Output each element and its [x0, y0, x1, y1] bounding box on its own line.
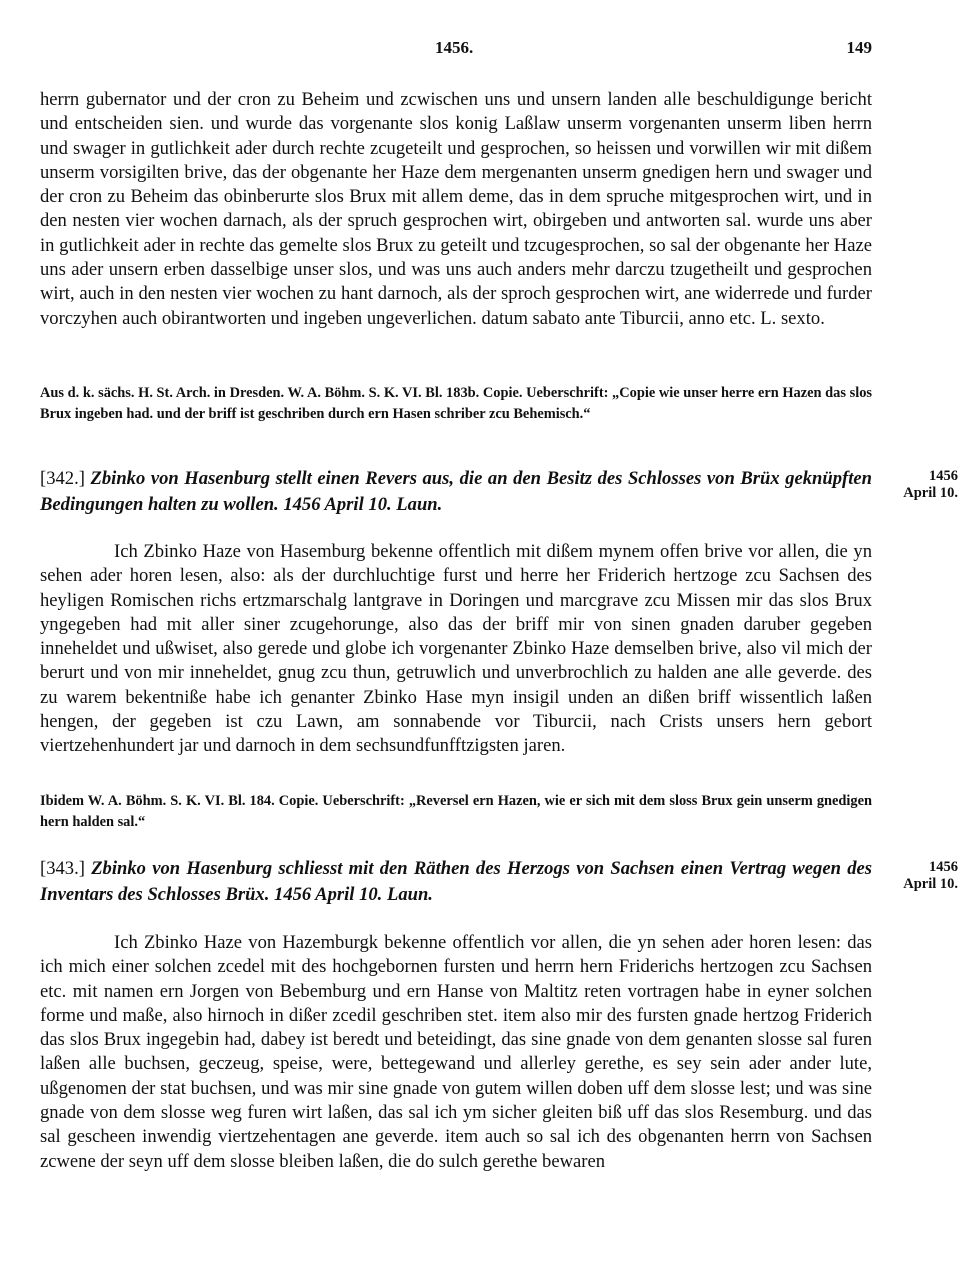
- page-number: 149: [846, 38, 872, 57]
- margin-year: 1456: [929, 468, 958, 484]
- header-year: 1456.: [435, 38, 474, 57]
- paragraph-continued: herrn gubernator und der cron zu Beheim und zcwischen uns und unsern landen alle beschuldigunge bericht und entscheiden sien. und wurde das vorgenante slos konig Laßlaw unserm vorgenanten unserm liben herrn und swager in gutlichkeit ader durch rechte zcugeteilt und gesprochen, so heissen und vorwillen wir mit dißem unserm vorsigilten brive, das der obgenante her Haze dem mergenanten unserm gnedigen hern und swager und der cron zu Beheim das obinberurte slos Brux mit allem deme, das in dem spruche mitgesprochen wirt, und in den nesten vier wochen darnach, als der spruch gesprochen wirt, obirgeben und antworten sal. wurde uns aber in gutlichkeit ader in rechte das gemelte slos Brux zu geteilt und tzcugesprochen, so sal der obgenante her Haze uns ader unsern erben dasselbige unser slos, und was uns auch anders mehr darczu tzugetheilt und gesprochen wirt, auch in den nesten vier wochen zu hant darnoch, als der sproch gesprochen wirt, ane widerrede und furder vorczyhen auch obirantworten und ingeben ungeverlichen. datum sabato ante Tiburcii, anno etc. L. sexto.: [40, 89, 872, 329]
- document-title: Zbinko von Hasenburg stellt einen Revers aus, die an den Besitz des Schlosses von Brüx geknüpften Bedingungen halten zu wollen. 1456 April 10. Laun.: [40, 468, 872, 515]
- paragraph-document-343: Ich Zbinko Haze von Hazemburgk bekenne offentlich vor allen, die yn sehen ader horen lesen: das ich mich einer solchen zcedel mit des hochgebornen fursten und herrn hern Friderichs hertzogen zcu Sachsen etc. mit namen ern Jorgen von Bebemburg und ern Hanse von Maltitz reten vortragen habe in eyner solchen forme und maße, also hirnoch in dißer zcedil geschriben stet. item also mir des fursten gnade hertzog Friderich das slos Brux ingegebin had, dabey ist beredt und beteidingt, das sine gnade von dem genanten slosse sal furen laßen alle buchsen, geczeug, speise, were, bettegewand und allerley gerethe, es sey sein ader ander lute, ußgenomen der stat buchsen, und was mir sine gnade von gutem willen doben uff dem slosse lest; und was sine gnade von dem slosse weg furen wirt laßen, das sal ich ym sicher gleiten biß uff das slos Resemburg. und das sal gescheen inwendig viertzehentagen ane geverde. item auch so sal ich des obgenanten herrn von Sachsen zcwene der seyn uff dem slosse bleiben laßen, die do sulch gerethe bewaren: [40, 932, 872, 1172]
- paragraph-document-342: Ich Zbinko Haze von Hasemburg bekenne offentlich mit dißem mynem offen brive vor allen, die yn sehen ader horen lesen, also: als der durchluchtige furst und herre her Friderich hertzoge zcu Sachsen des heyligen Romischen richs ertzmarschalg lantgrave in Doringen und marcgrave zcu Missen mir das slos Brux yngegeben had mit aller siner zcugehorunge, also das der briff mir von sinen gnaden daruber gegeben inneheldet und ußwiset, also gerede und globe ich vorgenanter Zbinko Haze demselben brive, also vil mich der berurt und von mir inneheldet, gnug zcu thun, getruwlich und unverbrochlich zu halden ane alle geverde. des zu warem bekentniße habe ich genanter Zbinko Hase myn insigil unden an dißen briff wissentlich laßen hengen, der gegeben ist czu Lawn, am sonnabende vor Tiburcii, nach Crists unsers hern gebort viertzehenhundert jar und darnoch in dem sechsundfunfftzigsten jaren.: [40, 541, 872, 757]
- document-title: Zbinko von Hasenburg schliesst mit den Räthen des Herzogs von Sachsen einen Vertrag wegen des Inventars des Schlosses Brüx. 1456 April 10. Laun.: [40, 858, 872, 905]
- source-note-1: Aus d. k. sächs. H. St. Arch. in Dresden. W. A. Böhm. S. K. VI. Bl. 183b. Copie. Ueberschrift: „Copie wie unser herre ern Hazen das slos Brux ingeben had. und der briff ist geschriben durch ern Hasen schriber zcu Behemisch.“: [40, 385, 872, 422]
- source-note-2: Ibidem W. A. Böhm. S. K. VI. Bl. 184. Copie. Ueberschrift: „Reversel ern Hazen, wie er sich mit dem sloss Brux gein unserm gnedigen hern halden sal.“: [40, 793, 872, 830]
- document-number: [343.]: [40, 858, 85, 879]
- document-number: [342.]: [40, 468, 85, 489]
- margin-date-342: [888, 468, 958, 502]
- margin-date-343: [888, 859, 958, 893]
- running-header: [40, 38, 872, 60]
- margin-day: April 10.: [903, 876, 958, 892]
- document-heading-342: [40, 466, 872, 518]
- document-heading-343: [40, 856, 872, 908]
- margin-day: April 10.: [903, 485, 958, 501]
- margin-year: 1456: [929, 859, 958, 875]
